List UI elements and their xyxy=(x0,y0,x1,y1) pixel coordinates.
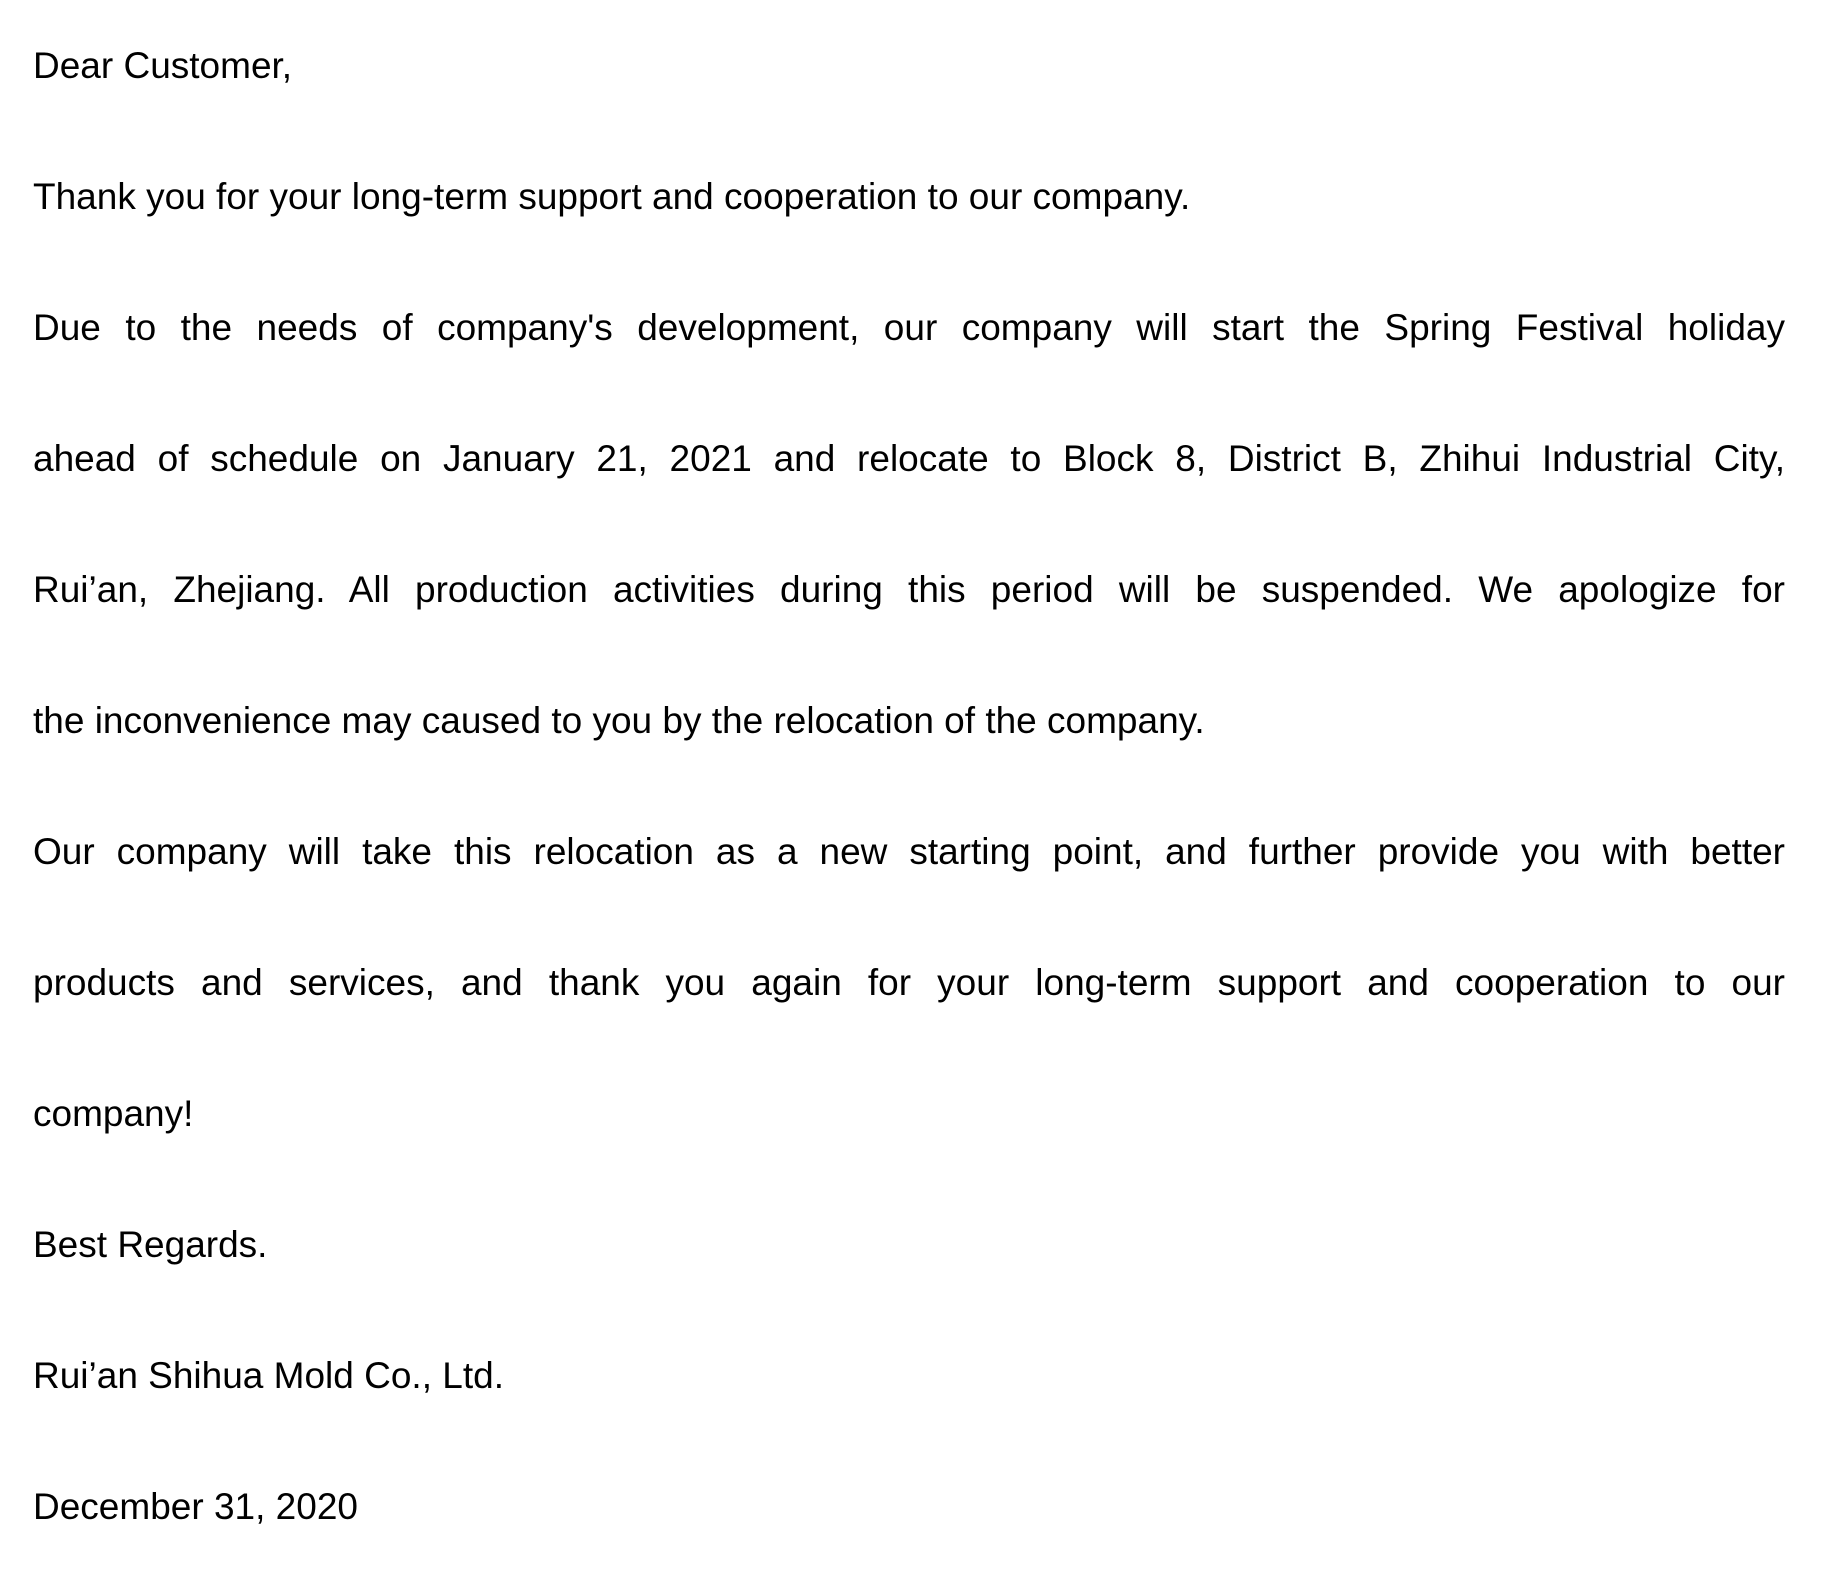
closing-line: company! xyxy=(33,1093,194,1134)
company-name: Rui’an Shihua Mold Co., Ltd. xyxy=(33,1355,504,1396)
notice-paragraph xyxy=(33,262,1785,786)
notice-line: Rui’an, Zhejiang. All production activities during this period will be suspended. We apologize for xyxy=(33,569,1785,610)
letter-date: December 31, 2020 xyxy=(33,1486,358,1527)
regards: Best Regards. xyxy=(33,1224,268,1265)
notice-line: the inconvenience may caused to you by the relocation of the company. xyxy=(33,700,1205,741)
thanks-paragraph: Thank you for your long-term support and cooperation to our company. xyxy=(33,176,1191,217)
notice-line: ahead of schedule on January 21, 2021 and relocate to Block 8, District B, Zhihui Industrial City, xyxy=(33,438,1785,479)
notice-line: Due to the needs of company's development, our company will start the Spring Festival holiday xyxy=(33,307,1785,348)
closing-line: products and services, and thank you again for your long-term support and cooperation to our xyxy=(33,962,1785,1003)
closing-paragraph xyxy=(33,786,1785,1179)
letter-body xyxy=(33,0,1785,1572)
salutation: Dear Customer, xyxy=(33,45,293,86)
closing-line: Our company will take this relocation as a new starting point, and further provide you with better xyxy=(33,831,1785,872)
